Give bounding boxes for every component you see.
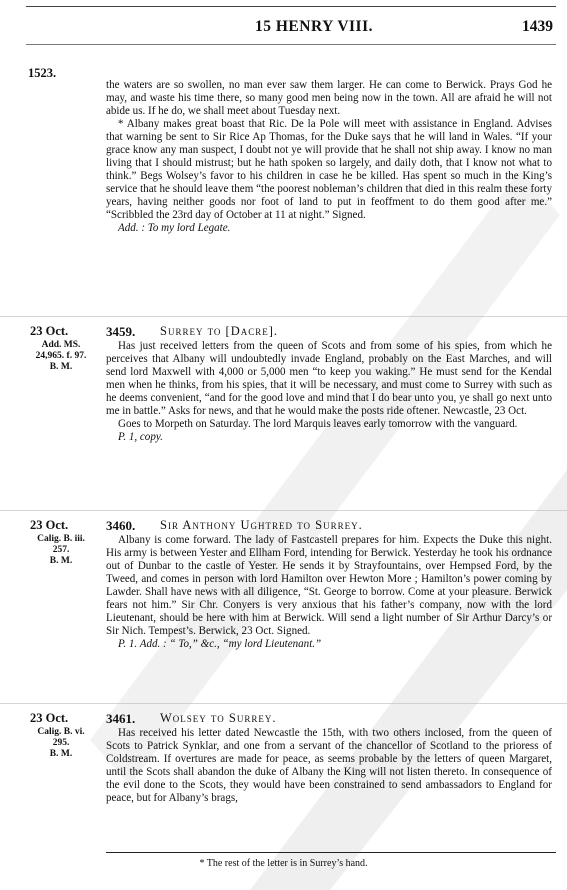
running-head: 15 HENRY VIII. bbox=[255, 18, 373, 35]
reference-line: Add. MS. bbox=[41, 340, 81, 350]
entry-reference bbox=[30, 534, 92, 567]
entry-paragraph: Albany is come forward. The lady of Fastcastell prepares for him. Expects the Duke this night. His army is between Yester and Ellham Ford, intending for Berwick. Yesterday he took his ordnance out of Dunbar to the castle of Yester. He sends it by Strayfountains, over Hempsed Ford, by the Tweed, and comes in person with lord Hamilton over Hewton More ; Hamilton’s power coming by Lawder. Shall have news with all diligence, “St. George to borrow. Come at your pleasure. Berwick fears not him.” Sir Chr. Conyers is very anxious that his father’s company, now with the lord Lieutenant, should be here with him at Berwick. Will send a light number of Sir Arthur Darcy’s or Sir Nich. Tempest’s. Berwick, 23 Oct. Signed. bbox=[106, 534, 552, 637]
entry-body-3460 bbox=[106, 534, 552, 651]
reference-line: 257. bbox=[52, 545, 70, 555]
margin-year: 1523. bbox=[28, 66, 57, 80]
reference-line: 24,965. f. 97. bbox=[35, 351, 87, 361]
entry-body-3461 bbox=[106, 727, 552, 805]
entry-title: Sir Anthony Ughtred to Surrey. bbox=[160, 518, 363, 532]
entry-note: P. 1. Add. : “ To,” &c., “my lord Lieutenant.” bbox=[118, 638, 322, 650]
page-number: 1439 bbox=[522, 18, 553, 35]
entry-paragraph: Has received his letter dated Newcastle the 15th, with two others inclosed, from the queen of Scots to Patrick Synklar, and one from a servant of the chancellor of Scotland to the prioress of Coldstream. If overtures are made for peace, as seems probable by the letters of queen Margaret, until the Scots shall abandon the duke of Albany the King will not listen thereto. In consequence of the evil done to the Scots, they would have been constrained to send ambassadors to England for peace, but for Albany’s brags, bbox=[106, 727, 552, 804]
header-top-rule bbox=[26, 6, 556, 7]
continuation-paragraph: the waters are so swollen, no man ever saw them larger. He can come to Berwick. Prays God he may, and waste his time there, so many good men being now in the town. All are afraid he will not abide us. If he do, we shall meet about Tuesday next. bbox=[106, 79, 552, 117]
reference-line: Calig. B. iii. bbox=[37, 534, 85, 544]
continuation-address: Add. : To my lord Legate. bbox=[118, 222, 231, 234]
reference-line: B. M. bbox=[49, 362, 73, 372]
entry-number: 3461. bbox=[106, 711, 136, 726]
reference-line: Calig. B. vi. bbox=[37, 727, 85, 737]
continuation-paragraph-2: * Albany makes great boast that Ric. De la Pole will meet with assistance in England. Advises that warning be sent to Sir Rice Ap Thomas, for the Duke says that he will land in Wales. “If your grace know any man suspect, I doubt not ye will provide that he shall not ship away. I know no man living that I should mistrust; but he hath spoken so largely, and daily doth, that I know not what to think.” Begs Wolsey’s favor to his children in case he be killed. Has spent so much in the King’s service that he should leave them “the poorest nobleman’s children that died in this realm these forty years, having neither goods nor foot of land to put in feoffment to do them good after me.” “Scribbled the 23rd day of October at 11 at night.” Signed. bbox=[106, 118, 552, 221]
entry-separator bbox=[0, 316, 567, 317]
entry-number: 3459. bbox=[106, 324, 136, 339]
entry-separator bbox=[0, 510, 567, 511]
entry-date: 23 Oct. bbox=[30, 518, 69, 532]
entry-reference bbox=[30, 727, 92, 760]
reference-line: 295. bbox=[52, 738, 70, 748]
entry-date: 23 Oct. bbox=[30, 324, 69, 338]
header-bottom-rule bbox=[26, 44, 556, 45]
entry-number: 3460. bbox=[106, 518, 136, 533]
reference-line: B. M. bbox=[49, 556, 73, 566]
continuation-text bbox=[106, 79, 552, 235]
entry-separator bbox=[0, 703, 567, 704]
entry-title: Wolsey to Surrey. bbox=[160, 711, 277, 725]
entry-note: P. 1, copy. bbox=[118, 431, 163, 443]
entry-header-3460 bbox=[0, 518, 567, 534]
entry-header-3459 bbox=[0, 324, 567, 340]
entry-header-3461 bbox=[0, 711, 567, 727]
reference-line: B. M. bbox=[49, 749, 73, 759]
entry-paragraph: Has just received letters from the queen of Scots and from some of his spies, from which he perceives that Albany will undoubtedly invade England, probably on the East Marches, and will send lord Maxwell with 4,000 or 5,000 men “to keep you waking.” He must send for the Kendal men when he thinks, from his spies, that it will be necessary, and must come to Surrey with such as he deems convenient, “and for the good love and mind that I do bear unto you, ye shall go next unto me in battle.” Asks for news, and that he would make the posts ride oftener. Newcastle, 23 Oct. bbox=[106, 340, 552, 417]
entry-reference bbox=[30, 340, 92, 373]
entry-body-3459 bbox=[106, 340, 552, 444]
footnote-rule bbox=[106, 852, 556, 853]
entry-title: Surrey to [Dacre]. bbox=[160, 324, 279, 338]
entry-paragraph: Goes to Morpeth on Saturday. The lord Marquis leaves early tomorrow with the vanguard. bbox=[118, 418, 518, 430]
entry-date: 23 Oct. bbox=[30, 711, 69, 725]
footnote: * The rest of the letter is in Surrey’s hand. bbox=[199, 858, 368, 869]
